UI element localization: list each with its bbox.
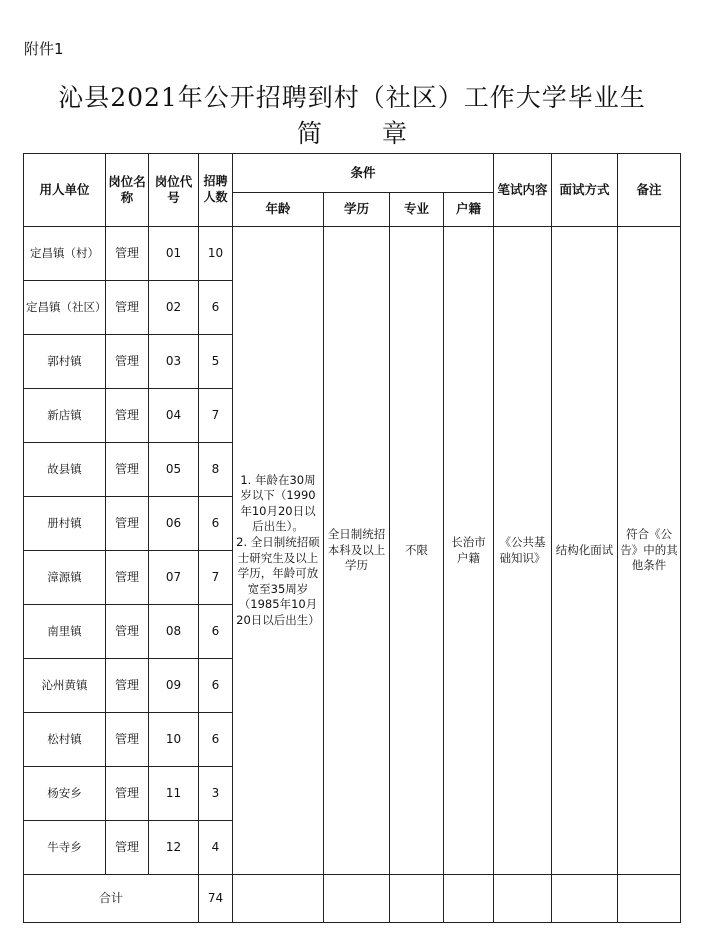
major-requirement-cell: 不限 — [390, 227, 444, 875]
age-requirement-line1: 1. 年龄在30周岁以下（1990年10月20日以后出生）。 — [240, 472, 316, 534]
age-requirement-cell — [233, 227, 324, 875]
position-code-cell: 03 — [149, 335, 199, 389]
position-name-cell: 管理 — [106, 497, 149, 551]
position-code-cell: 05 — [149, 443, 199, 497]
position-code-cell: 02 — [149, 281, 199, 335]
total-empty-cell — [618, 875, 681, 923]
total-count: 74 — [199, 875, 233, 923]
position-code-cell: 09 — [149, 659, 199, 713]
header-age: 年龄 — [233, 193, 324, 227]
recruit-count-cell: 8 — [199, 443, 233, 497]
position-code-cell: 10 — [149, 713, 199, 767]
total-empty-cell — [233, 875, 324, 923]
header-interview: 面试方式 — [552, 154, 618, 227]
unit-cell: 沁州黄镇 — [24, 659, 106, 713]
total-label: 合计 — [24, 875, 199, 923]
header-remarks: 备注 — [618, 154, 681, 227]
header-major: 专业 — [390, 193, 444, 227]
position-name-cell: 管理 — [106, 335, 149, 389]
household-requirement-cell: 长治市户籍 — [444, 227, 494, 875]
unit-cell: 故县镇 — [24, 443, 106, 497]
recruit-count-cell: 6 — [199, 713, 233, 767]
position-code-cell: 01 — [149, 227, 199, 281]
header-position-code: 岗位代号 — [149, 154, 199, 227]
position-code-cell: 11 — [149, 767, 199, 821]
subtitle-char: 简 — [296, 119, 322, 148]
position-name-cell: 管理 — [106, 551, 149, 605]
age-requirement-line2: 2. 全日制统招硕士研究生及以上学历，年龄可放宽至35周岁（1985年10月20日以后出生） — [236, 534, 320, 627]
position-name-cell: 管理 — [106, 389, 149, 443]
unit-cell: 南里镇 — [24, 605, 106, 659]
education-requirement-cell: 全日制统招本科及以上学历 — [324, 227, 390, 875]
unit-cell: 漳源镇 — [24, 551, 106, 605]
total-empty-cell — [552, 875, 618, 923]
header-household: 户籍 — [444, 193, 494, 227]
position-name-cell: 管理 — [106, 281, 149, 335]
total-row — [24, 875, 681, 923]
position-name-cell: 管理 — [106, 821, 149, 875]
position-code-cell: 08 — [149, 605, 199, 659]
unit-cell: 松村镇 — [24, 713, 106, 767]
position-name-cell: 管理 — [106, 767, 149, 821]
unit-cell: 定昌镇（村） — [24, 227, 106, 281]
position-name-cell: 管理 — [106, 605, 149, 659]
recruit-count-cell: 6 — [199, 497, 233, 551]
position-code-cell: 04 — [149, 389, 199, 443]
position-name-cell: 管理 — [106, 713, 149, 767]
header-position-name: 岗位名称 — [106, 154, 149, 227]
position-code-cell: 07 — [149, 551, 199, 605]
recruit-count-cell: 7 — [199, 389, 233, 443]
recruit-count-cell: 7 — [199, 551, 233, 605]
subtitle-char: 章 — [382, 119, 408, 148]
header-recruit-count: 招聘人数 — [199, 154, 233, 227]
recruit-count-cell: 10 — [199, 227, 233, 281]
recruit-count-cell: 5 — [199, 335, 233, 389]
table-row — [24, 227, 681, 281]
attachment-label: 附件1 — [24, 40, 64, 58]
position-name-cell: 管理 — [106, 659, 149, 713]
recruit-count-cell: 6 — [199, 281, 233, 335]
position-code-cell: 12 — [149, 821, 199, 875]
position-code-cell: 06 — [149, 497, 199, 551]
recruit-count-cell: 6 — [199, 659, 233, 713]
unit-cell: 新店镇 — [24, 389, 106, 443]
unit-cell: 册村镇 — [24, 497, 106, 551]
total-empty-cell — [444, 875, 494, 923]
interview-method-cell: 结构化面试 — [552, 227, 618, 875]
document-subtitle — [0, 114, 704, 150]
total-empty-cell — [494, 875, 552, 923]
unit-cell: 牛寺乡 — [24, 821, 106, 875]
remarks-cell: 符合《公告》中的其他条件 — [618, 227, 681, 875]
recruit-count-cell: 6 — [199, 605, 233, 659]
unit-cell: 杨安乡 — [24, 767, 106, 821]
header-conditions: 条件 — [233, 154, 494, 193]
total-empty-cell — [390, 875, 444, 923]
header-unit: 用人单位 — [24, 154, 106, 227]
unit-cell: 郭村镇 — [24, 335, 106, 389]
position-name-cell: 管理 — [106, 227, 149, 281]
total-empty-cell — [324, 875, 390, 923]
header-education: 学历 — [324, 193, 390, 227]
header-written: 笔试内容 — [494, 154, 552, 227]
recruitment-table — [23, 153, 681, 923]
unit-cell: 定昌镇（社区） — [24, 281, 106, 335]
recruit-count-cell: 3 — [199, 767, 233, 821]
position-name-cell: 管理 — [106, 443, 149, 497]
document-title: 沁县2021年公开招聘到村（社区）工作大学毕业生 — [58, 83, 646, 112]
written-exam-cell: 《公共基础知识》 — [494, 227, 552, 875]
recruit-count-cell: 4 — [199, 821, 233, 875]
